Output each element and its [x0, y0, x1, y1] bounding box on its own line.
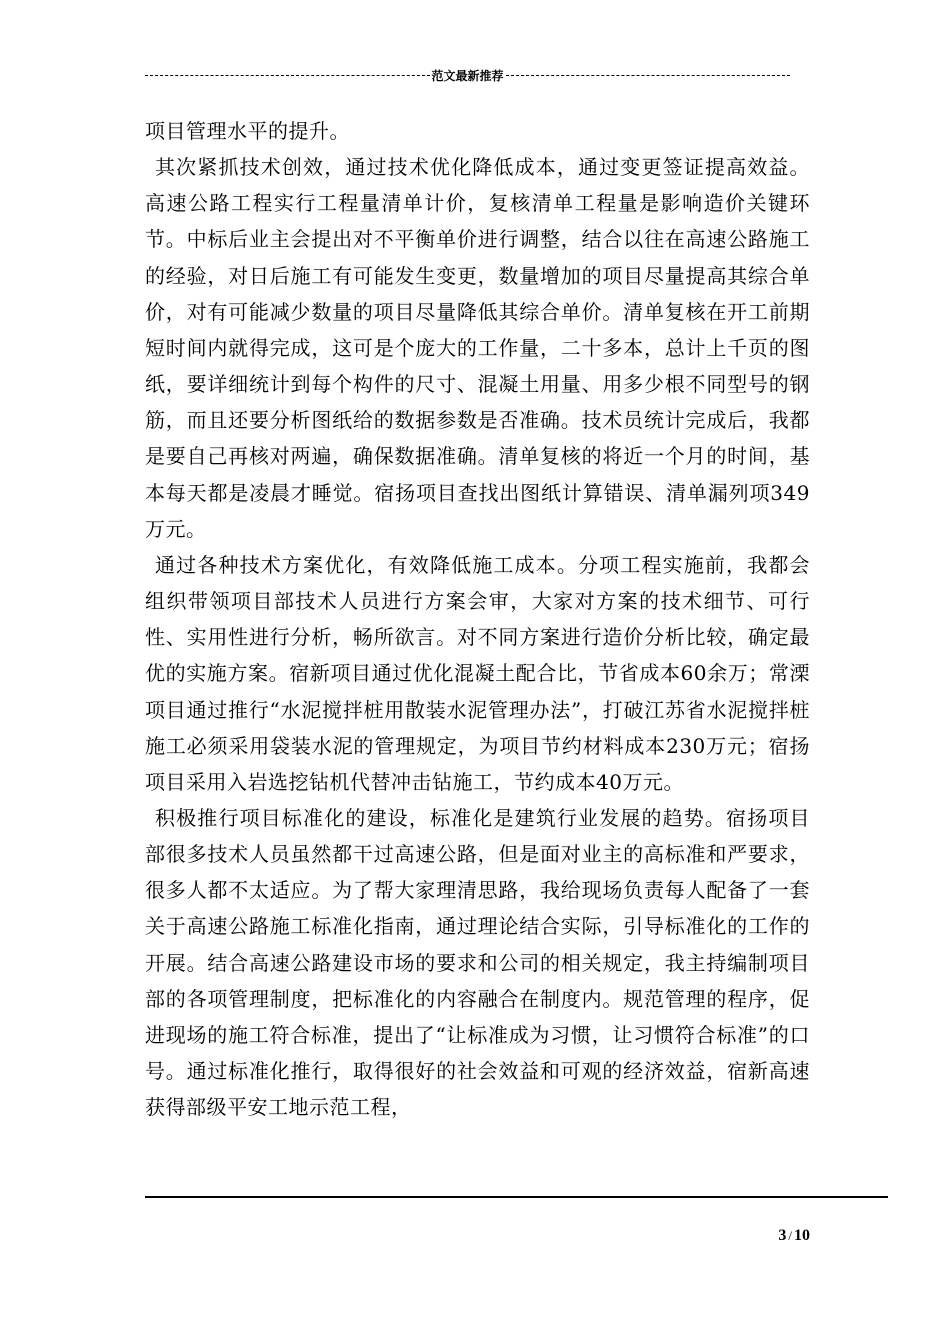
current-page: 3 — [778, 1227, 787, 1244]
document-body — [145, 113, 810, 1125]
page-number — [740, 1227, 810, 1245]
header-title: 范文最新推荐 — [431, 68, 504, 83]
total-pages: 10 — [794, 1227, 810, 1244]
paragraph-2: 其次紧抓技术创效，通过技术优化降低成本，通过变更签证提高效益。高速公路工程实行工程量清单计价，复核清单工程量是影响造价关键环节。中标后业主会提出对不平衡单价进行调整，结合以往在高速公路施工的经验，对日后施工有可能发生变更，数量增加的项目尽量提高其综合单价，对有可能减少数量的项目尽量降低其综合单价。清单复核在开工前期短时间内就得完成，这可是个庞大的工作量，二十多本，总计上千页的图纸，要详细统计到每个构件的尺寸、混凝土用量、用多少根不同型号的钢筋，而且还要分析图纸给的数据参数是否准确。技术员统计完成后，我都是要自己再核对两遍，确保数据准确。清单复核的将近一个月的时间，基本每天都是凌晨才睡觉。宿扬项目查找出图纸计算错误、清单漏列项349万元。 — [145, 155, 810, 541]
paragraph-1: 项目管理水平的提升。 — [145, 119, 350, 143]
header-dash-left — [145, 75, 430, 76]
footer-rule — [145, 1196, 888, 1198]
page-separator: / — [788, 1228, 792, 1243]
paragraph-3: 通过各种技术方案优化，有效降低施工成本。分项工程实施前，我都会组织带领项目部技术人员进行方案会审，大家对方案的技术细节、可行性、实用性进行分析，畅所欲言。对不同方案进行造价分析比较，确定最优的实施方案。宿新项目通过优化混凝土配合比，节省成本60余万；常溧项目通过推行“水泥搅拌桩用散装水泥管理办法”，打破江苏省水泥搅拌桩施工必须采用袋装水泥的管理规定，为项目节约材料成本230万元；宿扬项目采用入岩选挖钻机代替冲击钻施工，节约成本40万元。 — [145, 552, 810, 794]
paragraph-4: 积极推行项目标准化的建设，标准化是建筑行业发展的趋势。宿扬项目部很多技术人员虽然都干过高速公路，但是面对业主的高标准和严要求，很多人都不太适应。为了帮大家理清思路，我给现场负责每人配备了一套关于高速公路施工标准化指南，通过理论结合实际，引导标准化的工作的开展。结合高速公路建设市场的要求和公司的相关规定，我主持编制项目部的各项管理制度，把标准化的内容融合在制度内。规范管理的程序，促进现场的施工符合标准，提出了“让标准成为习惯，让习惯符合标准”的口号。通过标准化推行，取得很好的社会效益和可观的经济效益，宿新高速获得部级平安工地示范工程， — [145, 805, 810, 1120]
page-header — [145, 64, 790, 86]
header-dash-right — [506, 75, 791, 76]
